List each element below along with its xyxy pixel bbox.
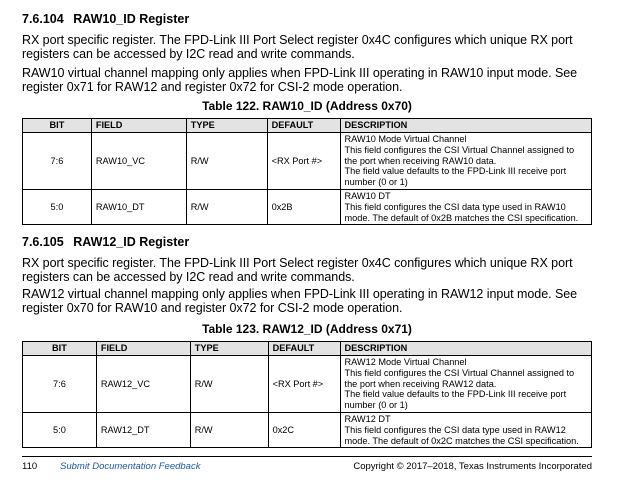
description-line: This field configures the CSI Virtual Channel assigned to the port when receiving RAW12 data. bbox=[344, 367, 575, 389]
bit-cell: 5:0 bbox=[23, 412, 97, 447]
bit-cell: 7:6 bbox=[23, 356, 97, 413]
description-line: This field configures the CSI data type used in RAW12 mode. The default of 0x2C matches the CSI specification. bbox=[344, 424, 579, 446]
table-title: Table 122. RAW10_ID (Address 0x70) bbox=[202, 99, 412, 113]
description-line: RAW10 DT bbox=[344, 190, 391, 201]
feedback-link[interactable]: Submit Documentation Feedback bbox=[60, 461, 201, 472]
section-heading bbox=[22, 12, 592, 27]
default-cell: 0x2B bbox=[267, 189, 340, 224]
table-row bbox=[23, 356, 592, 413]
column-header: DEFAULT bbox=[267, 119, 340, 133]
field-cell: RAW12_VC bbox=[96, 356, 190, 413]
column-header: DESCRIPTION bbox=[340, 342, 591, 356]
description-cell bbox=[340, 356, 591, 413]
section-paragraph: RAW10 virtual channel mapping only applies when FPD-Link III operating in RAW10 input mode. See register 0x71 for RAW12 and register 0x72 for CSI-2 mode operation. bbox=[22, 66, 578, 94]
description-cell bbox=[340, 133, 592, 190]
table-row bbox=[23, 133, 592, 190]
column-header: BIT bbox=[23, 119, 92, 133]
type-cell: R/W bbox=[186, 189, 267, 224]
section-paragraph: RX port specific register. The FPD-Link III Port Select register 0x4C configures which unique RX port registers can be accessed by I2C read and write commands. bbox=[22, 256, 573, 284]
description-line: RAW10 Mode Virtual Channel bbox=[344, 134, 467, 144]
register-table bbox=[22, 118, 592, 225]
table-row bbox=[23, 412, 592, 447]
description-line: The field value defaults to the FPD-Link III receive port number (0 or 1) bbox=[344, 166, 567, 188]
description-line: RAW12 Mode Virtual Channel bbox=[344, 357, 467, 367]
type-cell: R/W bbox=[190, 412, 268, 447]
section-title: RAW10_ID Register bbox=[73, 12, 190, 26]
column-header: FIELD bbox=[91, 119, 186, 133]
default-cell: 0x2C bbox=[268, 412, 340, 447]
type-cell: R/W bbox=[190, 356, 268, 413]
table-title: Table 123. RAW12_ID (Address 0x71) bbox=[202, 322, 412, 336]
field-cell: RAW10_VC bbox=[91, 133, 186, 190]
section-number: 7.6.105 bbox=[22, 235, 64, 249]
table-header-row bbox=[23, 119, 592, 133]
copyright-notice: Copyright © 2017–2018, Texas Instruments Incorporated bbox=[353, 461, 592, 472]
description-line: RAW12 DT bbox=[344, 413, 391, 424]
column-header: DEFAULT bbox=[268, 342, 340, 356]
bit-cell: 5:0 bbox=[23, 189, 92, 224]
register-table bbox=[22, 341, 592, 448]
field-cell: RAW10_DT bbox=[91, 189, 186, 224]
description-line: This field configures the CSI data type used in RAW10 mode. The default of 0x2B matches the CSI specification. bbox=[344, 201, 579, 223]
column-header: TYPE bbox=[190, 342, 268, 356]
column-header: BIT bbox=[23, 342, 97, 356]
column-header: FIELD bbox=[96, 342, 190, 356]
description-cell bbox=[340, 412, 591, 447]
column-header: DESCRIPTION bbox=[340, 119, 592, 133]
section-raw12 bbox=[22, 235, 592, 250]
type-cell: R/W bbox=[186, 133, 267, 190]
section-paragraph: RX port specific register. The FPD-Link III Port Select register 0x4C configures which unique RX port registers can be accessed by I2C read and write commands. bbox=[22, 33, 573, 61]
description-cell bbox=[340, 189, 592, 224]
column-header: TYPE bbox=[186, 119, 267, 133]
page-number: 110 bbox=[22, 461, 38, 472]
table-header-row bbox=[23, 342, 592, 356]
bit-cell: 7:6 bbox=[23, 133, 92, 190]
default-cell: <RX Port #> bbox=[267, 133, 340, 190]
footer-divider bbox=[22, 456, 592, 457]
section-raw10 bbox=[22, 12, 592, 27]
table-row bbox=[23, 189, 592, 224]
section-paragraph: RAW12 virtual channel mapping only applies when FPD-Link III operating in RAW12 input mode. See register 0x70 for RAW10 and register 0x72 for CSI-2 mode operation. bbox=[22, 287, 578, 315]
description-line: This field configures the CSI Virtual Channel assigned to the port when receiving RAW10 data. bbox=[344, 144, 575, 166]
description-line: The field value defaults to the FPD-Link III receive port number (0 or 1) bbox=[344, 389, 567, 411]
default-cell: <RX Port #> bbox=[268, 356, 340, 413]
field-cell: RAW12_DT bbox=[96, 412, 190, 447]
section-heading bbox=[22, 235, 592, 250]
section-title: RAW12_ID Register bbox=[73, 235, 190, 249]
section-number: 7.6.104 bbox=[22, 12, 64, 26]
